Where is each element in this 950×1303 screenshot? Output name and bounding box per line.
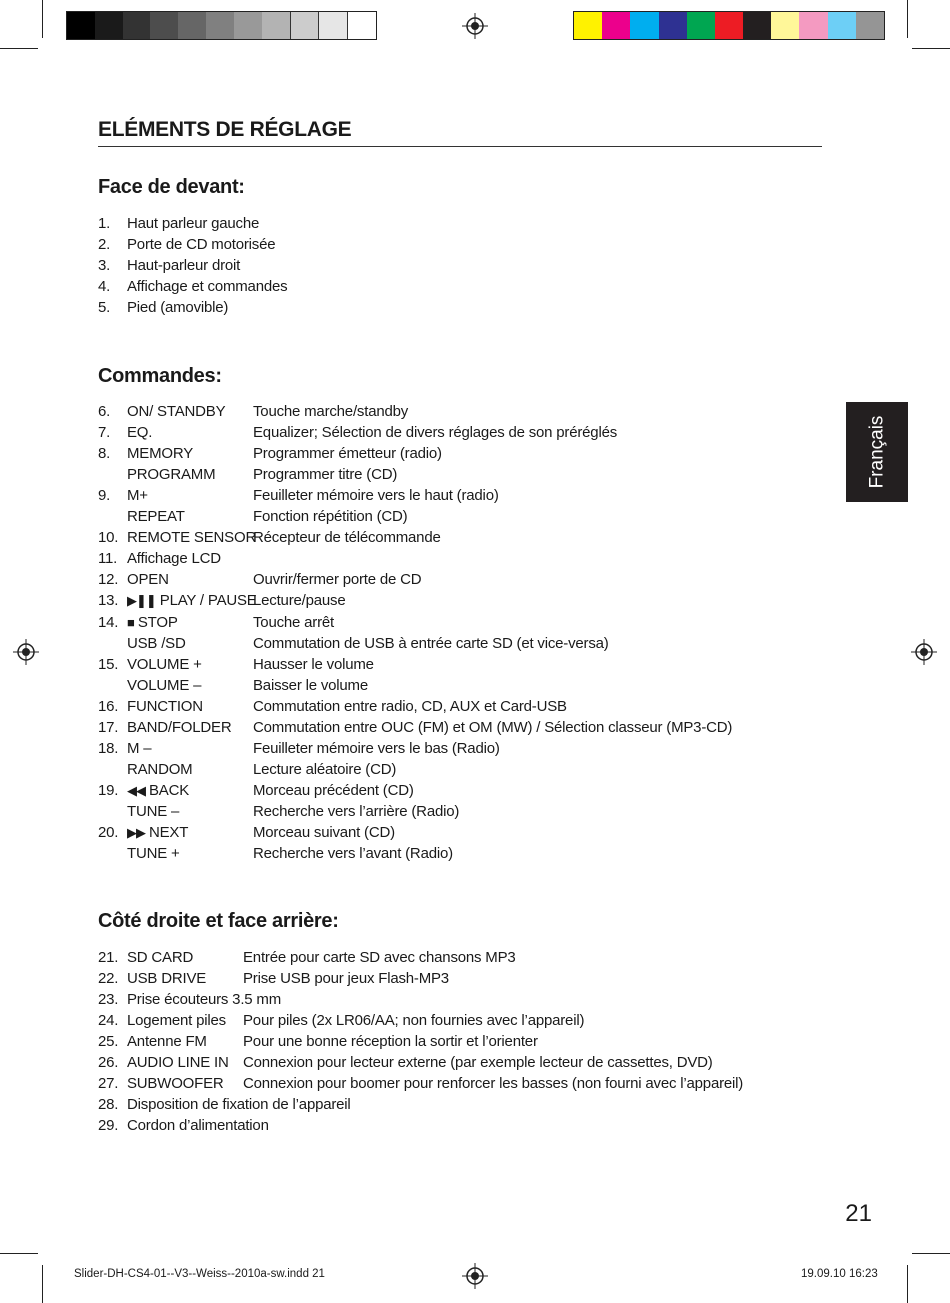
color-swatch bbox=[290, 12, 319, 39]
item-label bbox=[127, 655, 202, 675]
color-swatch bbox=[771, 12, 799, 39]
footer-filename: Slider-DH-CS4-01--V3--Weiss--2010a-sw.indd 21 bbox=[74, 1268, 325, 1280]
item-number: 16. bbox=[98, 697, 119, 715]
item-key-text: M – bbox=[127, 739, 152, 757]
item-label bbox=[127, 676, 201, 696]
item-key-text: TUNE – bbox=[127, 802, 180, 820]
item-key-text: Affichage et commandes bbox=[127, 278, 288, 296]
item-label bbox=[127, 1032, 207, 1052]
item-number: 8. bbox=[98, 445, 111, 463]
page-number: 21 bbox=[845, 1200, 872, 1227]
item-key-text: Haut parleur gauche bbox=[127, 215, 260, 232]
item-number: 19. bbox=[98, 781, 119, 799]
item-description: Lecture aléatoire (CD) bbox=[253, 760, 397, 778]
section-heading-front: Face de devant: bbox=[98, 176, 245, 198]
item-key-text: AUDIO LINE IN bbox=[127, 1054, 229, 1072]
item-number: 18. bbox=[98, 739, 119, 757]
item-description: Fonction répétition (CD) bbox=[253, 508, 408, 526]
color-swatch bbox=[799, 12, 827, 39]
item-description: Equalizer; Sélection de divers réglages de son préréglés bbox=[253, 424, 618, 442]
color-swatch bbox=[574, 12, 602, 39]
item-key-text: PROGRAMM bbox=[127, 466, 216, 484]
color-swatch bbox=[234, 12, 262, 39]
item-number: 1. bbox=[98, 215, 111, 232]
item-number: 20. bbox=[98, 824, 119, 841]
color-swatch bbox=[206, 12, 234, 39]
color-swatch bbox=[630, 12, 658, 39]
item-label bbox=[127, 1011, 226, 1031]
item-description: Recherche vers l’avant (Radio) bbox=[253, 845, 453, 863]
item-label bbox=[127, 823, 188, 843]
item-description: Programmer émetteur (radio) bbox=[253, 445, 442, 463]
item-label bbox=[127, 802, 179, 822]
item-label bbox=[127, 613, 178, 633]
item-label bbox=[127, 969, 206, 989]
item-key-text: BAND/FOLDER bbox=[127, 718, 232, 736]
item-number: 11. bbox=[98, 550, 118, 568]
item-label bbox=[127, 1053, 229, 1073]
item-label bbox=[127, 528, 256, 548]
item-number: 17. bbox=[98, 718, 119, 736]
item-label bbox=[127, 718, 232, 738]
item-key-text: Cordon d’alimentation bbox=[127, 1117, 269, 1135]
color-swatch bbox=[602, 12, 630, 39]
item-description: Touche arrêt bbox=[253, 613, 334, 631]
color-swatch bbox=[123, 12, 151, 39]
item-description: Entrée pour carte SD avec chansons MP3 bbox=[243, 949, 516, 966]
item-description: Connexion pour lecteur externe (par exemple lecteur de cassettes, DVD) bbox=[243, 1054, 713, 1072]
item-number: 23. bbox=[98, 991, 119, 1009]
item-label bbox=[127, 739, 151, 759]
color-swatch bbox=[347, 12, 376, 39]
item-key-text: M+ bbox=[127, 487, 148, 505]
item-label bbox=[127, 1116, 269, 1136]
item-description: Morceau précédent (CD) bbox=[253, 781, 414, 799]
item-number: 15. bbox=[98, 655, 119, 673]
color-swatch bbox=[856, 12, 884, 39]
item-key-text: PLAY / PAUSE bbox=[159, 592, 257, 610]
control-symbol-icon: ■ bbox=[127, 614, 134, 630]
control-symbol-icon: ◀◀ bbox=[127, 782, 145, 798]
registration-mark-icon bbox=[462, 13, 488, 39]
item-label bbox=[127, 507, 185, 527]
item-key-text: USB /SD bbox=[127, 634, 186, 652]
item-label bbox=[127, 591, 257, 611]
control-symbol-icon: ▶❚❚ bbox=[127, 593, 156, 609]
grayscale-calibration-bar bbox=[66, 11, 377, 40]
item-description: Programmer titre (CD) bbox=[253, 466, 398, 484]
item-label bbox=[127, 549, 221, 569]
item-description: Commutation entre OUC (FM) et OM (MW) / Sélection classeur (MP3-CD) bbox=[253, 718, 733, 736]
item-number: 10. bbox=[98, 529, 119, 547]
item-number: 14. bbox=[98, 613, 119, 631]
item-key-text: FUNCTION bbox=[127, 697, 203, 715]
item-description: Prise USB pour jeux Flash-MP3 bbox=[243, 970, 449, 988]
section-heading-controls: Commandes: bbox=[98, 365, 222, 387]
item-key-text: ON/ STANDBY bbox=[127, 403, 226, 420]
color-swatch bbox=[150, 12, 178, 39]
item-description: Touche marche/standby bbox=[253, 403, 409, 420]
color-swatch bbox=[178, 12, 206, 39]
item-number: 26. bbox=[98, 1054, 119, 1072]
language-tab-label: Français bbox=[866, 415, 888, 489]
item-label bbox=[127, 990, 281, 1010]
item-key-text: EQ. bbox=[127, 424, 153, 442]
item-label bbox=[127, 948, 193, 968]
item-label bbox=[127, 486, 148, 506]
item-number: 22. bbox=[98, 970, 119, 988]
item-description: Ouvrir/fermer porte de CD bbox=[253, 571, 422, 589]
item-label bbox=[127, 697, 203, 717]
item-number: 6. bbox=[98, 403, 111, 420]
item-label bbox=[127, 634, 186, 654]
item-number: 29. bbox=[98, 1117, 119, 1135]
color-swatch bbox=[95, 12, 123, 39]
item-label bbox=[127, 1074, 224, 1094]
item-number: 13. bbox=[98, 592, 119, 610]
item-number: 28. bbox=[98, 1096, 119, 1114]
item-label bbox=[127, 844, 180, 864]
footer-date: 19.09.10 16:23 bbox=[801, 1268, 878, 1280]
item-number: 24. bbox=[98, 1012, 119, 1030]
item-number: 21. bbox=[98, 949, 119, 966]
item-label bbox=[127, 760, 192, 780]
color-swatch bbox=[67, 12, 95, 39]
item-key-text: Porte de CD motorisée bbox=[127, 236, 276, 254]
item-key-text: Haut-parleur droit bbox=[127, 257, 241, 275]
item-key-text: Antenne FM bbox=[127, 1033, 207, 1051]
item-key-text: OPEN bbox=[127, 571, 169, 589]
section-heading-side: Côté droite et face arrière: bbox=[98, 910, 339, 932]
color-swatch bbox=[318, 12, 347, 39]
item-number: 5. bbox=[98, 299, 111, 317]
page-title: ELÉMENTS DE RÉGLAGE bbox=[98, 118, 352, 141]
color-swatch bbox=[828, 12, 856, 39]
item-label bbox=[127, 214, 259, 234]
item-key-text: STOP bbox=[137, 613, 178, 631]
item-description: Pour une bonne réception la sortir et l’orienter bbox=[243, 1033, 538, 1051]
item-key-text: Pied (amovible) bbox=[127, 299, 229, 317]
item-number: 4. bbox=[98, 278, 111, 296]
item-number: 25. bbox=[98, 1033, 119, 1051]
item-key-text: REMOTE SENSOR bbox=[127, 529, 257, 547]
item-label bbox=[127, 256, 240, 276]
color-swatch bbox=[743, 12, 771, 39]
item-label bbox=[127, 1095, 351, 1115]
color-swatch bbox=[715, 12, 743, 39]
registration-mark-icon bbox=[462, 1263, 488, 1289]
item-key-text: Affichage LCD bbox=[127, 550, 221, 568]
item-description: Feuilleter mémoire vers le bas (Radio) bbox=[253, 739, 500, 757]
color-calibration-bar bbox=[573, 11, 885, 40]
item-description: Lecture/pause bbox=[253, 592, 346, 610]
item-number: 9. bbox=[98, 487, 111, 505]
title-divider bbox=[98, 146, 822, 147]
item-label bbox=[127, 444, 193, 464]
item-label bbox=[127, 570, 169, 590]
item-key-text: TUNE + bbox=[127, 845, 180, 863]
item-key-text: NEXT bbox=[149, 824, 189, 841]
item-description: Feuilleter mémoire vers le haut (radio) bbox=[253, 487, 499, 505]
item-key-text: VOLUME + bbox=[127, 655, 202, 673]
item-number: 7. bbox=[98, 424, 111, 442]
item-key-text: USB DRIVE bbox=[127, 970, 207, 988]
item-label bbox=[127, 402, 225, 422]
item-description: Hausser le volume bbox=[253, 655, 374, 673]
item-description: Connexion pour boomer pour renforcer les basses (non fourni avec l’appareil) bbox=[243, 1075, 744, 1093]
item-description: Morceau suivant (CD) bbox=[253, 824, 395, 841]
item-key-text: MEMORY bbox=[127, 445, 194, 463]
item-key-text: Disposition de fixation de l’appareil bbox=[127, 1096, 351, 1114]
item-number: 12. bbox=[98, 571, 119, 589]
color-swatch bbox=[687, 12, 715, 39]
item-label bbox=[127, 298, 228, 318]
item-key-text: VOLUME – bbox=[127, 676, 202, 694]
item-key-text: Logement piles bbox=[127, 1012, 226, 1030]
language-tab bbox=[846, 402, 908, 502]
item-description: Baisser le volume bbox=[253, 676, 368, 694]
item-key-text: SD CARD bbox=[127, 949, 194, 966]
registration-mark-icon bbox=[911, 639, 937, 665]
control-symbol-icon: ▶▶ bbox=[127, 825, 145, 840]
item-description: Pour piles (2x LR06/AA; non fournies avec l’appareil) bbox=[243, 1012, 585, 1030]
item-description: Recherche vers l’arrière (Radio) bbox=[253, 802, 460, 820]
item-key-text: Prise écouteurs 3.5 mm bbox=[127, 991, 281, 1009]
item-number: 2. bbox=[98, 236, 111, 254]
item-description: Commutation de USB à entrée carte SD (et vice-versa) bbox=[253, 634, 609, 652]
registration-mark-icon bbox=[13, 639, 39, 665]
color-swatch bbox=[262, 12, 290, 39]
item-key-text: RANDOM bbox=[127, 760, 193, 778]
item-key-text: SUBWOOFER bbox=[127, 1075, 224, 1093]
item-label bbox=[127, 781, 189, 801]
item-description: Commutation entre radio, CD, AUX et Card-USB bbox=[253, 697, 567, 715]
item-label bbox=[127, 465, 215, 485]
item-label bbox=[127, 235, 275, 255]
item-key-text: REPEAT bbox=[127, 508, 185, 526]
item-label bbox=[127, 277, 287, 297]
item-number: 27. bbox=[98, 1075, 119, 1093]
item-number: 3. bbox=[98, 257, 111, 275]
item-label bbox=[127, 423, 152, 443]
item-description: Récepteur de télécommande bbox=[253, 529, 441, 547]
color-swatch bbox=[659, 12, 687, 39]
item-key-text: BACK bbox=[149, 781, 190, 799]
